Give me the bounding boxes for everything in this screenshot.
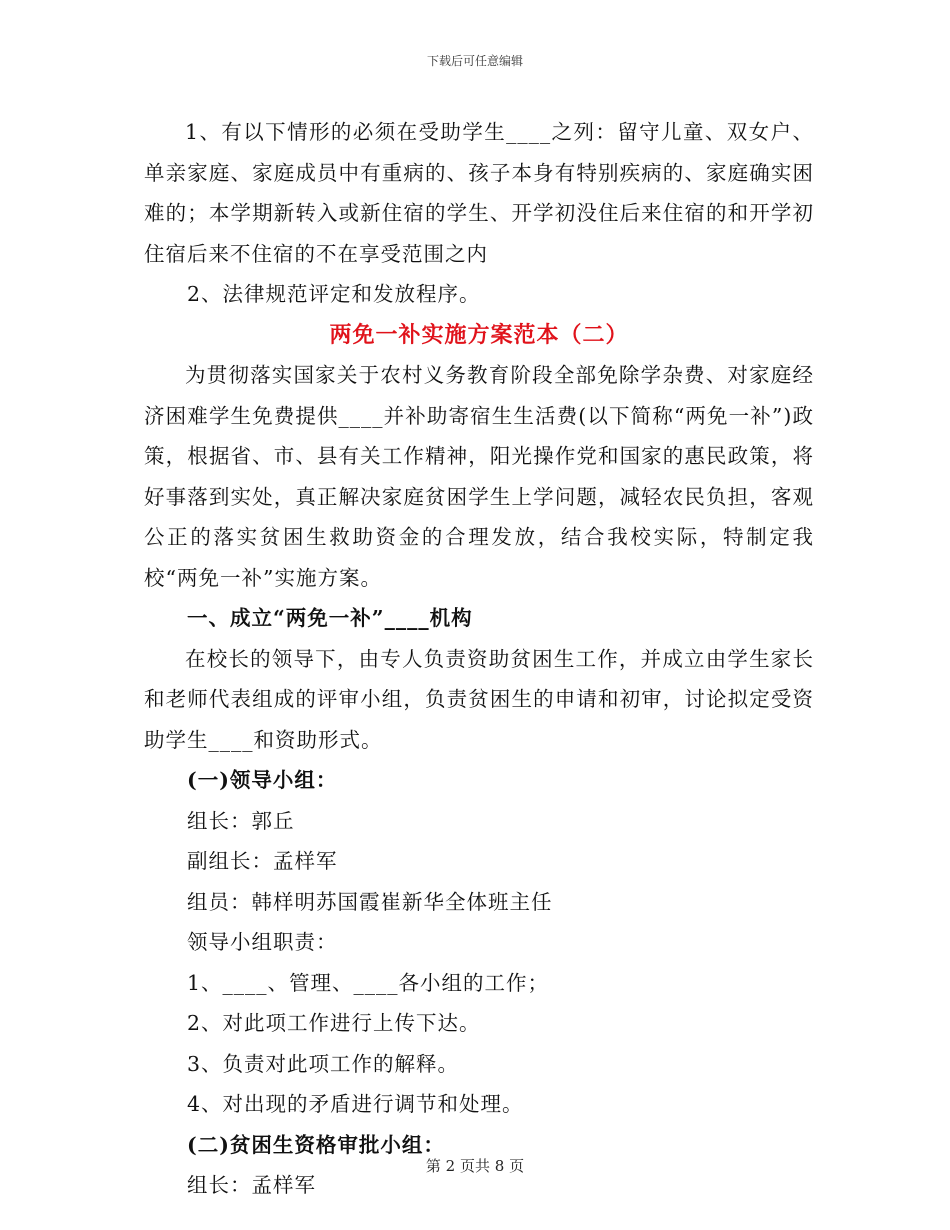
duties-heading: 领导小组职责：	[187, 930, 338, 954]
deputy-leader-line: 副组长：孟样军	[187, 849, 338, 873]
intro-paragraph: 为贯彻落实国家关于农村义务教育阶段全部免除学杂费、对家庭经济困难学生免费提供____并补助寄宿生生活费(以下简称“两免一补”)政策，根据省、市、县有关工作精神，阳光操作党和国家的惠民政策，将好事落到实处，真正解决家庭贫困学生上学问题，减轻农民负担，客观公正的落实贫困生救助资金的合理发放，结合我校实际，特制定我校“两免一补”实施方案。	[144, 363, 814, 590]
paragraph-1: 1、有以下情形的必须在受助学生____之列：留守儿童、双女户、单亲家庭、家庭成员中有重病的、孩子本身有特别疾病的、家庭确实困难的；本学期新转入或新住宿的学生、开学初没住后来住宿的和开学初住宿后来不住宿的不在享受范围之内	[144, 120, 814, 266]
members-line: 组员：韩样明苏国霞崔新华全体班主任	[187, 889, 553, 914]
heading-approval-group: (二)贫困生资格审批小组：	[187, 1132, 445, 1157]
organization-paragraph: 在校长的领导下，由专人负责资助贫困生工作，并成立由学生家长和老师代表组成的评审小组，负责贫困生的申请和初审，讨论拟定受资助学生____和资助形式。	[144, 646, 814, 752]
duty-1: 1、____、管理、____各小组的工作；	[187, 970, 550, 995]
paragraph-2: 2、法律规范评定和发放程序。	[187, 282, 481, 306]
duty-2: 2、对此项工作进行上传下达。	[187, 1011, 481, 1035]
page-header: 下载后可任意编辑	[426, 54, 523, 68]
approval-leader-line: 组长：孟样军	[187, 1173, 316, 1197]
duty-3: 3、负责对此项工作的解释。	[187, 1051, 460, 1076]
heading-leadership-group: (一)领导小组：	[187, 768, 338, 792]
page-footer: 第 2 页共 8 页	[425, 1157, 525, 1175]
document-body	[144, 112, 814, 1206]
leader-line: 组长：郭丘	[187, 808, 295, 833]
heading-establish-organization: 一、成立“两免一补”____机构	[187, 606, 473, 630]
duty-4: 4、对出现的矛盾进行调节和处理。	[187, 1092, 524, 1116]
section-title: 两免一补实施方案范本（二）	[329, 321, 629, 348]
